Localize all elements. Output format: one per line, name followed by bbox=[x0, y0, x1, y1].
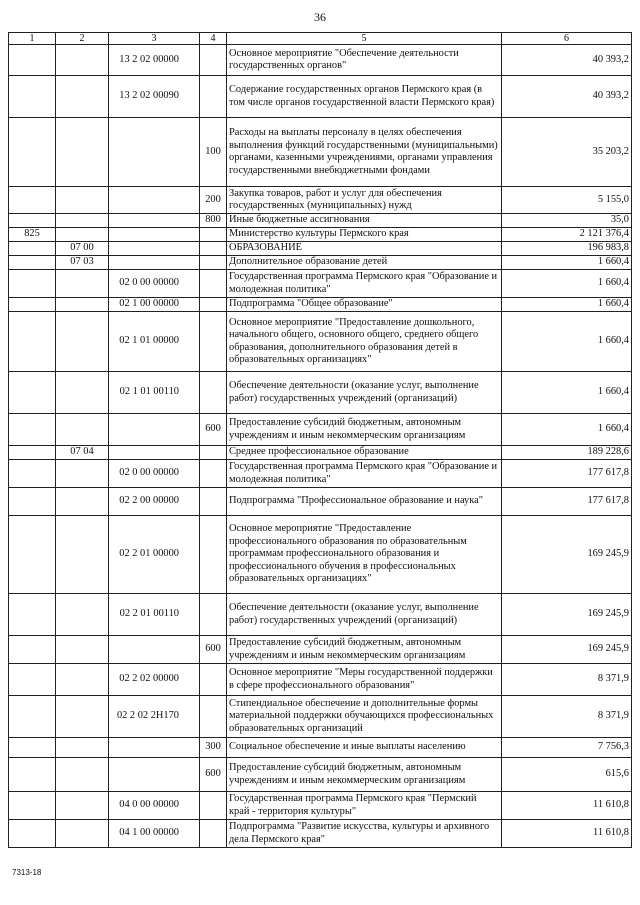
cell-subsection: 07 04 bbox=[56, 446, 109, 460]
cell-section bbox=[9, 187, 56, 214]
cell-amount: 40 393,2 bbox=[502, 76, 632, 118]
cell-expense-type bbox=[200, 488, 227, 516]
cell-amount: 11 610,8 bbox=[502, 820, 632, 848]
cell-section bbox=[9, 516, 56, 594]
cell-amount: 40 393,2 bbox=[502, 45, 632, 76]
footer-code: 7313-18 bbox=[12, 868, 42, 877]
cell-target-code: 02 1 01 00000 bbox=[109, 312, 200, 372]
cell-target-code: 02 1 00 00000 bbox=[109, 298, 200, 312]
cell-expense-type bbox=[200, 792, 227, 820]
cell-subsection bbox=[56, 664, 109, 696]
cell-subsection bbox=[56, 696, 109, 738]
cell-description: Иные бюджетные ассигнования bbox=[227, 214, 502, 228]
table-row bbox=[9, 664, 632, 696]
cell-section bbox=[9, 270, 56, 298]
cell-amount: 8 371,9 bbox=[502, 664, 632, 696]
cell-description: ОБРАЗОВАНИЕ bbox=[227, 242, 502, 256]
cell-expense-type bbox=[200, 594, 227, 636]
table-row bbox=[9, 516, 632, 594]
cell-expense-type bbox=[200, 516, 227, 594]
cell-subsection bbox=[56, 758, 109, 792]
cell-amount: 169 245,9 bbox=[502, 594, 632, 636]
page-number: 36 bbox=[314, 10, 326, 24]
cell-description: Государственная программа Пермского края "Пермский край - территория культуры" bbox=[227, 792, 502, 820]
cell-section bbox=[9, 488, 56, 516]
cell-amount: 1 660,4 bbox=[502, 372, 632, 414]
cell-expense-type bbox=[200, 298, 227, 312]
cell-expense-type bbox=[200, 256, 227, 270]
cell-description: Подпрограмма "Общее образование" bbox=[227, 298, 502, 312]
cell-target-code: 02 0 00 00000 bbox=[109, 460, 200, 488]
cell-target-code bbox=[109, 758, 200, 792]
cell-description: Обеспечение деятельности (оказание услуг, выполнение работ) государственных учреждений (организаций) bbox=[227, 372, 502, 414]
cell-target-code: 02 2 01 00110 bbox=[109, 594, 200, 636]
cell-expense-type: 800 bbox=[200, 214, 227, 228]
cell-amount: 11 610,8 bbox=[502, 792, 632, 820]
cell-expense-type: 600 bbox=[200, 414, 227, 446]
cell-expense-type bbox=[200, 820, 227, 848]
cell-target-code bbox=[109, 118, 200, 187]
table-body bbox=[9, 45, 632, 848]
cell-target-code: 02 0 00 00000 bbox=[109, 270, 200, 298]
table-row bbox=[9, 298, 632, 312]
cell-subsection bbox=[56, 636, 109, 664]
header-cell-6: 6 bbox=[502, 33, 632, 45]
cell-amount: 169 245,9 bbox=[502, 636, 632, 664]
cell-subsection bbox=[56, 228, 109, 242]
table-row bbox=[9, 118, 632, 187]
cell-target-code bbox=[109, 256, 200, 270]
cell-description: Социальное обеспечение и иные выплаты населению bbox=[227, 738, 502, 758]
cell-section bbox=[9, 256, 56, 270]
header-row bbox=[9, 33, 632, 45]
cell-target-code bbox=[109, 214, 200, 228]
table-row bbox=[9, 270, 632, 298]
cell-expense-type: 600 bbox=[200, 636, 227, 664]
cell-amount: 2 121 376,4 bbox=[502, 228, 632, 242]
cell-subsection bbox=[56, 118, 109, 187]
cell-expense-type bbox=[200, 45, 227, 76]
cell-section bbox=[9, 312, 56, 372]
cell-subsection bbox=[56, 460, 109, 488]
cell-description: Предоставление субсидий бюджетным, автономным учреждениям и иным некоммерческим организациям bbox=[227, 758, 502, 792]
cell-target-code: 13 2 02 00090 bbox=[109, 76, 200, 118]
header-cell-3: 3 bbox=[109, 33, 200, 45]
cell-subsection bbox=[56, 488, 109, 516]
cell-section bbox=[9, 460, 56, 488]
cell-description: Предоставление субсидий бюджетным, автономным учреждениям и иным некоммерческим организациям bbox=[227, 636, 502, 664]
table-row bbox=[9, 488, 632, 516]
cell-description: Основное мероприятие "Предоставление профессионального образования по образовательным программам профессионального образования и профессионального обучения в профессиональных образовательных организациях" bbox=[227, 516, 502, 594]
cell-description: Основное мероприятие "Меры государственной поддержки в сфере профессионального образования" bbox=[227, 664, 502, 696]
cell-amount: 35 203,2 bbox=[502, 118, 632, 187]
cell-amount: 8 371,9 bbox=[502, 696, 632, 738]
cell-section bbox=[9, 118, 56, 187]
cell-description: Стипендиальное обеспечение и дополнительные формы материальной поддержки обучающихся профессиональных образовательных организаций bbox=[227, 696, 502, 738]
cell-amount: 7 756,3 bbox=[502, 738, 632, 758]
cell-amount: 35,0 bbox=[502, 214, 632, 228]
cell-target-code: 04 1 00 00000 bbox=[109, 820, 200, 848]
cell-section bbox=[9, 214, 56, 228]
table-row bbox=[9, 414, 632, 446]
cell-description: Содержание государственных органов Пермского края (в том числе органов государственной власти Пермского края) bbox=[227, 76, 502, 118]
cell-expense-type bbox=[200, 664, 227, 696]
table-row bbox=[9, 45, 632, 76]
cell-target-code bbox=[109, 446, 200, 460]
cell-amount: 1 660,4 bbox=[502, 270, 632, 298]
cell-expense-type: 600 bbox=[200, 758, 227, 792]
cell-subsection bbox=[56, 820, 109, 848]
cell-target-code bbox=[109, 636, 200, 664]
cell-expense-type bbox=[200, 76, 227, 118]
table-row bbox=[9, 214, 632, 228]
cell-amount: 169 245,9 bbox=[502, 516, 632, 594]
cell-description: Государственная программа Пермского края "Образование и молодежная политика" bbox=[227, 270, 502, 298]
table-row bbox=[9, 696, 632, 738]
cell-subsection bbox=[56, 738, 109, 758]
table-row bbox=[9, 820, 632, 848]
cell-expense-type bbox=[200, 242, 227, 256]
cell-description: Закупка товаров, работ и услуг для обеспечения государственных (муниципальных) нужд bbox=[227, 187, 502, 214]
cell-section bbox=[9, 664, 56, 696]
cell-section bbox=[9, 242, 56, 256]
cell-target-code: 02 2 00 00000 bbox=[109, 488, 200, 516]
cell-target-code: 02 2 02 00000 bbox=[109, 664, 200, 696]
cell-amount: 5 155,0 bbox=[502, 187, 632, 214]
cell-section bbox=[9, 446, 56, 460]
cell-subsection bbox=[56, 312, 109, 372]
cell-section bbox=[9, 45, 56, 76]
table-row bbox=[9, 446, 632, 460]
header-cell-4: 4 bbox=[200, 33, 227, 45]
cell-description: Расходы на выплаты персоналу в целях обеспечения выполнения функций государственными (муниципальными) органами, казенными учреждениями, органами управления государственными внебюджетными фондами bbox=[227, 118, 502, 187]
cell-target-code bbox=[109, 228, 200, 242]
cell-section bbox=[9, 372, 56, 414]
cell-target-code bbox=[109, 738, 200, 758]
cell-section bbox=[9, 696, 56, 738]
cell-subsection bbox=[56, 594, 109, 636]
cell-amount: 1 660,4 bbox=[502, 414, 632, 446]
table-row bbox=[9, 312, 632, 372]
cell-expense-type bbox=[200, 372, 227, 414]
table-row bbox=[9, 594, 632, 636]
table-row bbox=[9, 256, 632, 270]
cell-expense-type: 300 bbox=[200, 738, 227, 758]
header-cell-5: 5 bbox=[227, 33, 502, 45]
cell-amount: 177 617,8 bbox=[502, 488, 632, 516]
cell-description: Обеспечение деятельности (оказание услуг, выполнение работ) государственных учреждений (организаций) bbox=[227, 594, 502, 636]
header-cell-2: 2 bbox=[56, 33, 109, 45]
table-row bbox=[9, 228, 632, 242]
cell-subsection bbox=[56, 516, 109, 594]
cell-subsection bbox=[56, 76, 109, 118]
cell-subsection bbox=[56, 414, 109, 446]
cell-target-code: 04 0 00 00000 bbox=[109, 792, 200, 820]
cell-subsection bbox=[56, 298, 109, 312]
table-row bbox=[9, 636, 632, 664]
cell-section bbox=[9, 738, 56, 758]
cell-description: Среднее профессиональное образование bbox=[227, 446, 502, 460]
cell-section bbox=[9, 758, 56, 792]
cell-description: Подпрограмма "Профессиональное образование и наука" bbox=[227, 488, 502, 516]
table-row bbox=[9, 792, 632, 820]
cell-expense-type bbox=[200, 270, 227, 298]
cell-subsection bbox=[56, 372, 109, 414]
cell-section: 825 bbox=[9, 228, 56, 242]
cell-amount: 615,6 bbox=[502, 758, 632, 792]
cell-description: Дополнительное образование детей bbox=[227, 256, 502, 270]
cell-expense-type bbox=[200, 446, 227, 460]
cell-expense-type bbox=[200, 460, 227, 488]
cell-section bbox=[9, 792, 56, 820]
cell-description: Основное мероприятие "Обеспечение деятельности государственных органов" bbox=[227, 45, 502, 76]
cell-amount: 1 660,4 bbox=[502, 256, 632, 270]
table-row bbox=[9, 758, 632, 792]
cell-expense-type: 200 bbox=[200, 187, 227, 214]
cell-description: Государственная программа Пермского края "Образование и молодежная политика" bbox=[227, 460, 502, 488]
table-row bbox=[9, 460, 632, 488]
cell-section bbox=[9, 594, 56, 636]
cell-amount: 189 228,6 bbox=[502, 446, 632, 460]
cell-section bbox=[9, 298, 56, 312]
cell-target-code: 02 2 01 00000 bbox=[109, 516, 200, 594]
cell-amount: 1 660,4 bbox=[502, 298, 632, 312]
cell-description: Предоставление субсидий бюджетным, автономным учреждениям и иным некоммерческим организациям bbox=[227, 414, 502, 446]
cell-section bbox=[9, 636, 56, 664]
table-row bbox=[9, 76, 632, 118]
cell-section bbox=[9, 820, 56, 848]
cell-description: Основное мероприятие "Предоставление дошкольного, начального общего, основного общего, среднего общего образования, дополнительного образования детей в образовательных организациях" bbox=[227, 312, 502, 372]
cell-subsection bbox=[56, 45, 109, 76]
cell-amount: 196 983,8 bbox=[502, 242, 632, 256]
cell-target-code: 13 2 02 00000 bbox=[109, 45, 200, 76]
table-row bbox=[9, 242, 632, 256]
header-cell-1: 1 bbox=[9, 33, 56, 45]
table-row bbox=[9, 738, 632, 758]
cell-description: Подпрограмма "Развитие искусства, культуры и архивного дела Пермского края" bbox=[227, 820, 502, 848]
cell-expense-type bbox=[200, 696, 227, 738]
cell-target-code bbox=[109, 242, 200, 256]
cell-subsection: 07 03 bbox=[56, 256, 109, 270]
cell-subsection bbox=[56, 792, 109, 820]
cell-description: Министерство культуры Пермского края bbox=[227, 228, 502, 242]
cell-section bbox=[9, 414, 56, 446]
cell-subsection: 07 00 bbox=[56, 242, 109, 256]
table-row bbox=[9, 187, 632, 214]
table-row bbox=[9, 372, 632, 414]
cell-subsection bbox=[56, 214, 109, 228]
cell-subsection bbox=[56, 187, 109, 214]
cell-amount: 177 617,8 bbox=[502, 460, 632, 488]
cell-target-code: 02 2 02 2Н170 bbox=[109, 696, 200, 738]
cell-target-code bbox=[109, 187, 200, 214]
cell-amount: 1 660,4 bbox=[502, 312, 632, 372]
budget-table bbox=[8, 32, 632, 848]
cell-subsection bbox=[56, 270, 109, 298]
cell-target-code bbox=[109, 414, 200, 446]
cell-expense-type bbox=[200, 228, 227, 242]
cell-section bbox=[9, 76, 56, 118]
cell-target-code: 02 1 01 00110 bbox=[109, 372, 200, 414]
cell-expense-type bbox=[200, 312, 227, 372]
cell-expense-type: 100 bbox=[200, 118, 227, 187]
